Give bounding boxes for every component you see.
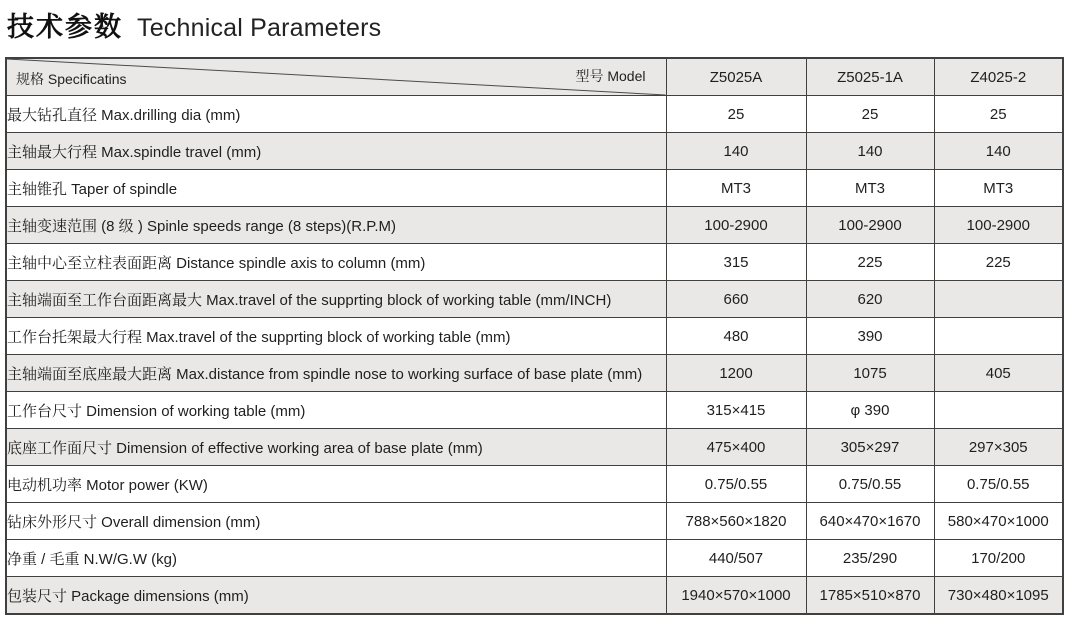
page-title-chinese: 技术参数	[7, 12, 123, 42]
corner-header-cell	[6, 58, 666, 96]
row-label: 主轴最大行程 Max.spindle travel (mm)	[6, 133, 666, 170]
table-row	[6, 429, 1063, 466]
cell-value-z4025-2: 580×470×1000	[934, 503, 1063, 540]
cell-value-z5025a: 440/507	[666, 540, 806, 577]
cell-value-z5025a: 140	[666, 133, 806, 170]
cell-value-z5025a: 0.75/0.55	[666, 466, 806, 503]
cell-value-z5025-1a: 390	[806, 318, 934, 355]
cell-value-z5025-1a: 620	[806, 281, 934, 318]
row-label: 钻床外形尺寸 Overall dimension (mm)	[6, 503, 666, 540]
cell-value-z5025-1a: 1075	[806, 355, 934, 392]
table-row	[6, 281, 1063, 318]
cell-value-z5025-1a: φ 390	[806, 392, 934, 429]
cell-value-z5025a: 315	[666, 244, 806, 281]
cell-value-z4025-2	[934, 318, 1063, 355]
table-body	[6, 96, 1063, 615]
cell-value-z5025a: 480	[666, 318, 806, 355]
cell-value-z5025a: 100-2900	[666, 207, 806, 244]
column-header-z5025-1a: Z5025-1A	[806, 58, 934, 96]
cell-value-z4025-2: 297×305	[934, 429, 1063, 466]
table-row	[6, 540, 1063, 577]
cell-value-z4025-2: MT3	[934, 170, 1063, 207]
row-label: 包装尺寸 Package dimensions (mm)	[6, 577, 666, 615]
cell-value-z5025-1a: 235/290	[806, 540, 934, 577]
table-row	[6, 170, 1063, 207]
catalog-page	[0, 5, 1067, 626]
row-label: 主轴端面至底座最大距离 Max.distance from spindle nose to working surface of base plate (mm)	[6, 355, 666, 392]
row-label: 主轴中心至立柱表面距离 Distance spindle axis to column (mm)	[6, 244, 666, 281]
row-label: 工作台尺寸 Dimension of working table (mm)	[6, 392, 666, 429]
table-row	[6, 466, 1063, 503]
cell-value-z5025-1a: 25	[806, 96, 934, 133]
cell-value-z5025-1a: 140	[806, 133, 934, 170]
table-row	[6, 355, 1063, 392]
cell-value-z5025-1a: 0.75/0.55	[806, 466, 934, 503]
cell-value-z5025a: 315×415	[666, 392, 806, 429]
cell-value-z4025-2	[934, 392, 1063, 429]
page-title-english: Technical Parameters	[137, 14, 382, 42]
cell-value-z4025-2: 730×480×1095	[934, 577, 1063, 615]
cell-value-z4025-2: 170/200	[934, 540, 1063, 577]
table-row	[6, 503, 1063, 540]
row-label: 底座工作面尺寸 Dimension of effective working area of base plate (mm)	[6, 429, 666, 466]
cell-value-z4025-2: 25	[934, 96, 1063, 133]
table-row	[6, 207, 1063, 244]
cell-value-z5025-1a: MT3	[806, 170, 934, 207]
cell-value-z4025-2: 100-2900	[934, 207, 1063, 244]
cell-value-z5025-1a: 100-2900	[806, 207, 934, 244]
row-label: 主轴端面至工作台面距离最大 Max.travel of the supprting block of working table (mm/INCH)	[6, 281, 666, 318]
row-label: 净重 / 毛重 N.W/G.W (kg)	[6, 540, 666, 577]
row-label: 工作台托架最大行程 Max.travel of the supprting block of working table (mm)	[6, 318, 666, 355]
cell-value-z5025-1a: 225	[806, 244, 934, 281]
cell-value-z5025a: MT3	[666, 170, 806, 207]
row-label: 电动机功率 Motor power (KW)	[6, 466, 666, 503]
cell-value-z4025-2: 140	[934, 133, 1063, 170]
cell-value-z5025a: 1200	[666, 355, 806, 392]
table-row	[6, 244, 1063, 281]
cell-value-z5025-1a: 305×297	[806, 429, 934, 466]
cell-value-z5025a: 1940×570×1000	[666, 577, 806, 615]
cell-value-z4025-2: 0.75/0.55	[934, 466, 1063, 503]
table-row	[6, 96, 1063, 133]
cell-value-z4025-2	[934, 281, 1063, 318]
cell-value-z5025a: 475×400	[666, 429, 806, 466]
cell-value-z5025-1a: 640×470×1670	[806, 503, 934, 540]
specifications-label: 规格 Specificatins	[16, 71, 127, 87]
column-header-z5025a: Z5025A	[666, 58, 806, 96]
table-row	[6, 577, 1063, 615]
table-row	[6, 392, 1063, 429]
table-row	[6, 318, 1063, 355]
technical-parameters-table	[5, 57, 1064, 615]
header-row	[6, 58, 1063, 96]
model-label: 型号 Model	[575, 68, 646, 84]
cell-value-z5025a: 660	[666, 281, 806, 318]
table-row	[6, 133, 1063, 170]
cell-value-z5025-1a: 1785×510×870	[806, 577, 934, 615]
cell-value-z5025a: 25	[666, 96, 806, 133]
cell-value-z5025a: 788×560×1820	[666, 503, 806, 540]
page-title	[7, 5, 1067, 44]
column-header-z4025-2: Z4025-2	[934, 58, 1063, 96]
row-label: 主轴锥孔 Taper of spindle	[6, 170, 666, 207]
cell-value-z4025-2: 225	[934, 244, 1063, 281]
cell-value-z4025-2: 405	[934, 355, 1063, 392]
row-label: 最大钻孔直径 Max.drilling dia (mm)	[6, 96, 666, 133]
row-label: 主轴变速范围 (8 级 ) Spinle speeds range (8 steps)(R.P.M)	[6, 207, 666, 244]
